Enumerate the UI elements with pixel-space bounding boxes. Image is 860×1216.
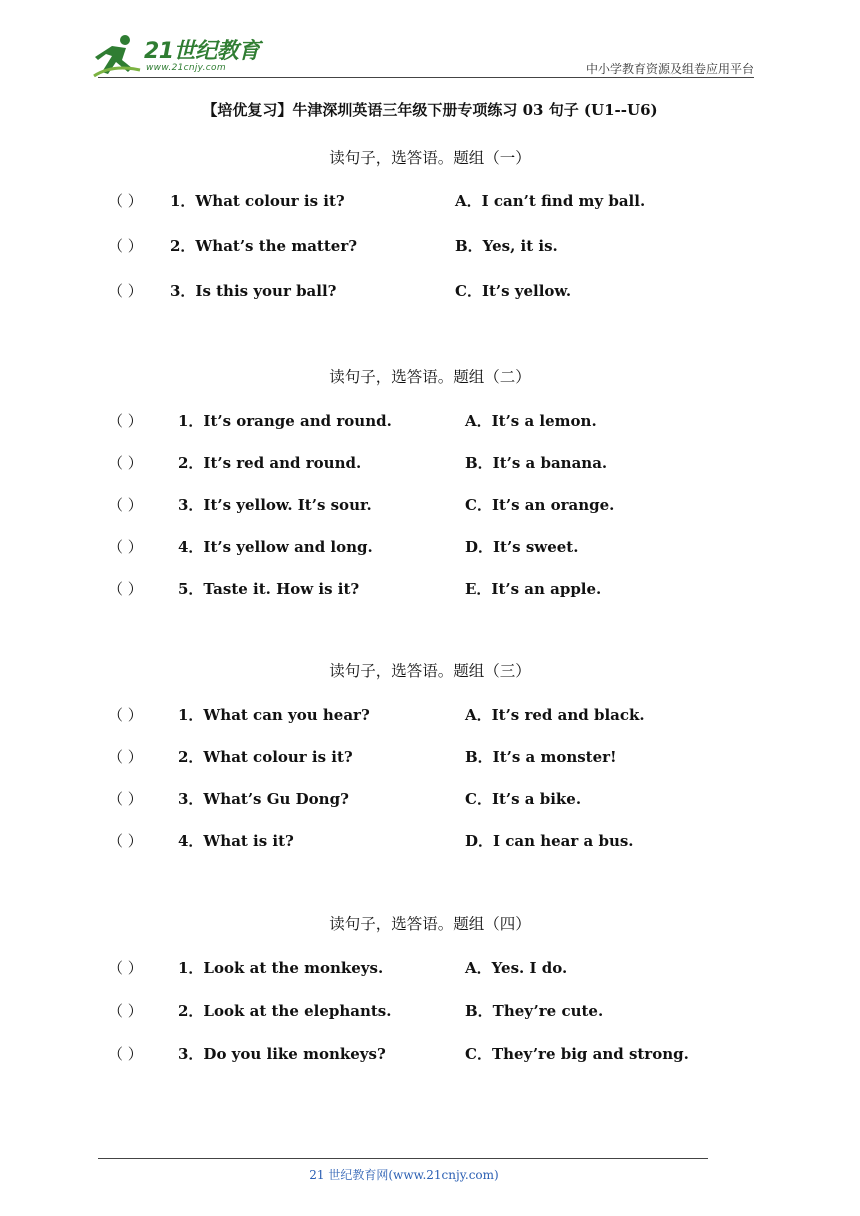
answer-option: D．I can hear a bus. bbox=[465, 832, 634, 850]
footer-text: 21 世纪教育网(www.21cnjy.com) bbox=[309, 1168, 499, 1182]
answer-option: B．It’s a monster! bbox=[465, 748, 617, 766]
exercise-row bbox=[0, 788, 860, 810]
answer-option: A．Yes. I do. bbox=[465, 959, 568, 977]
page-title: 【培优复习】牛津深圳英语三年级下册专项练习 03 句子 (U1--U6) bbox=[202, 101, 658, 119]
question-text: 1．It’s orange and round. bbox=[178, 412, 392, 430]
section-title-1: 读句子，选答语。题组（一） bbox=[329, 149, 531, 167]
exercise-row bbox=[0, 280, 860, 302]
question-text: 4．What is it? bbox=[178, 832, 294, 850]
exercise-row bbox=[0, 704, 860, 726]
answer-option: D．It’s sweet. bbox=[465, 538, 579, 556]
answer-option: C．It’s an orange. bbox=[465, 496, 615, 514]
exercise-row bbox=[0, 452, 860, 474]
exercise-row bbox=[0, 1000, 860, 1022]
exercise-row bbox=[0, 235, 860, 257]
answer-option: B．They’re cute. bbox=[465, 1002, 604, 1020]
logo-text: 21世纪教育 bbox=[144, 39, 260, 64]
answer-option: A．I can’t find my ball. bbox=[455, 192, 646, 210]
answer-option: C．It’s a bike. bbox=[465, 790, 582, 808]
page-header bbox=[0, 0, 860, 80]
answer-blank: （ ） bbox=[108, 832, 143, 850]
exercise-row bbox=[0, 494, 860, 516]
question-text: 3．Is this your ball? bbox=[170, 282, 337, 300]
answer-blank: （ ） bbox=[108, 538, 143, 556]
answer-blank: （ ） bbox=[108, 237, 143, 255]
answer-option: E．It’s an apple. bbox=[465, 580, 602, 598]
question-text: 4．It’s yellow and long. bbox=[178, 538, 373, 556]
question-text: 3．Do you like monkeys? bbox=[178, 1045, 386, 1063]
question-text: 3．It’s yellow. It’s sour. bbox=[178, 496, 372, 514]
answer-option: A．It’s red and black. bbox=[465, 706, 645, 724]
answer-option: B．It’s a banana. bbox=[465, 454, 608, 472]
answer-blank: （ ） bbox=[108, 748, 143, 766]
exercise-row bbox=[0, 1043, 860, 1065]
answer-blank: （ ） bbox=[108, 580, 143, 598]
question-text: 2．It’s red and round. bbox=[178, 454, 362, 472]
exercise-row bbox=[0, 830, 860, 852]
exercise-row bbox=[0, 410, 860, 432]
question-text: 1．Look at the monkeys. bbox=[178, 959, 384, 977]
runner-logo-icon bbox=[92, 34, 142, 78]
question-text: 2．What’s the matter? bbox=[170, 237, 358, 255]
answer-blank: （ ） bbox=[108, 454, 143, 472]
section-title-4: 读句子，选答语。题组（四） bbox=[329, 915, 531, 933]
answer-blank: （ ） bbox=[108, 706, 143, 724]
question-text: 5．Taste it. How is it? bbox=[178, 580, 360, 598]
question-text: 1．What can you hear? bbox=[178, 706, 370, 724]
question-text: 3．What’s Gu Dong? bbox=[178, 790, 349, 808]
answer-option: C．It’s yellow. bbox=[455, 282, 572, 300]
answer-option: B．Yes, it is. bbox=[455, 237, 558, 255]
exercise-row bbox=[0, 578, 860, 600]
exercise-row bbox=[0, 746, 860, 768]
question-text: 2．Look at the elephants. bbox=[178, 1002, 392, 1020]
section-title-3: 读句子，选答语。题组（三） bbox=[329, 662, 531, 680]
logo bbox=[92, 34, 262, 78]
header-divider bbox=[98, 77, 754, 78]
exercise-row bbox=[0, 957, 860, 979]
section-title-2: 读句子，选答语。题组（二） bbox=[329, 368, 531, 386]
answer-blank: （ ） bbox=[108, 959, 143, 977]
logo-url: www.21cnjy.com bbox=[146, 63, 226, 73]
question-text: 2．What colour is it? bbox=[178, 748, 353, 766]
header-tagline: 中小学教育资源及组卷应用平台 bbox=[585, 62, 754, 76]
exercise-row bbox=[0, 536, 860, 558]
answer-blank: （ ） bbox=[108, 496, 143, 514]
answer-blank: （ ） bbox=[108, 1045, 143, 1063]
exercise-row bbox=[0, 190, 860, 212]
answer-blank: （ ） bbox=[108, 282, 143, 300]
answer-option: A．It’s a lemon. bbox=[465, 412, 597, 430]
answer-blank: （ ） bbox=[108, 1002, 143, 1020]
answer-blank: （ ） bbox=[108, 790, 143, 808]
answer-option: C．They’re big and strong. bbox=[465, 1045, 689, 1063]
footer-divider bbox=[98, 1158, 708, 1159]
answer-blank: （ ） bbox=[108, 412, 143, 430]
answer-blank: （ ） bbox=[108, 192, 143, 210]
question-text: 1．What colour is it? bbox=[170, 192, 345, 210]
